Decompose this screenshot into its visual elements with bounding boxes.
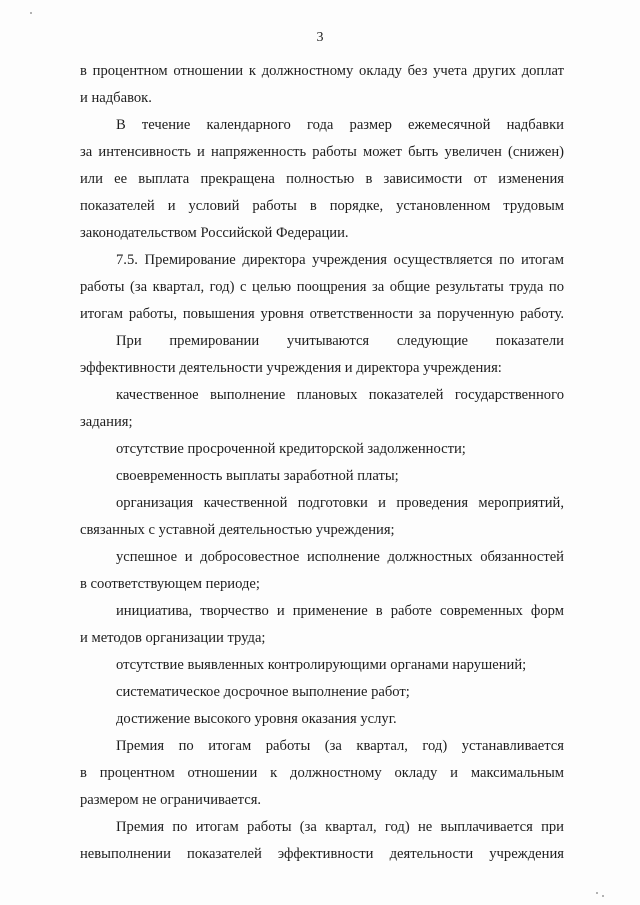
text-line: своевременность выплаты заработной платы; xyxy=(116,468,399,484)
text-line: в процентном отношении к должностному окладу без учета других доплат xyxy=(80,63,564,79)
text-line: в процентном отношении к должностному окладу и максимальным xyxy=(80,765,564,781)
text-line: качественное выполнение плановых показателей государственного xyxy=(116,387,564,403)
scan-speck xyxy=(30,12,32,14)
text-line: организация качественной подготовки и проведения мероприятий, xyxy=(116,495,564,511)
text-line: достижение высокого уровня оказания услуг. xyxy=(116,711,397,727)
text-line: работы (за квартал, год) с целью поощрения за общие результаты труда по xyxy=(80,279,564,295)
scan-speck xyxy=(602,895,604,897)
text-line: отсутствие выявленных контролирующими органами нарушений; xyxy=(116,657,527,673)
text-line: успешное и добросовестное исполнение должностных обязанностей xyxy=(116,549,564,565)
text-line: показателей и условий работы в порядке, установленном трудовым xyxy=(80,198,564,214)
text-line: итогам работы, повышения уровня ответственности за порученную работу. xyxy=(80,306,564,322)
text-line: 7.5. Премирование директора учреждения осуществляется по итогам xyxy=(116,252,564,268)
text-line: законодательством Российской Федерации. xyxy=(80,225,349,241)
text-line: за интенсивность и напряженность работы может быть увеличен (снижен) xyxy=(80,144,564,160)
text-line: систематическое досрочное выполнение работ; xyxy=(116,684,410,700)
text-line: отсутствие просроченной кредиторской задолженности; xyxy=(116,441,466,457)
text-line: размером не ограничивается. xyxy=(80,792,262,808)
page-number: 3 xyxy=(316,30,324,45)
text-line: эффективности деятельности учреждения и директора учреждения: xyxy=(80,360,502,376)
text-line: невыполнении показателей эффективности деятельности учреждения xyxy=(80,846,564,862)
text-line: задания; xyxy=(80,414,133,430)
text-line: в соответствующем периоде; xyxy=(80,576,260,592)
scan-speck xyxy=(596,892,598,894)
text-line: связанных с уставной деятельностью учреждения; xyxy=(80,522,395,538)
text-line: инициатива, творчество и применение в работе современных форм xyxy=(116,603,564,619)
text-line: или ее выплата прекращена полностью в зависимости от изменения xyxy=(80,171,564,187)
text-line: Премия по итогам работы (за квартал, год) не выплачивается при xyxy=(116,819,564,835)
text-line: и методов организации труда; xyxy=(80,630,266,646)
text-line: В течение календарного года размер ежемесячной надбавки xyxy=(116,117,564,133)
text-line: и надбавок. xyxy=(80,90,152,106)
text-line: Премия по итогам работы (за квартал, год) устанавливается xyxy=(116,738,564,754)
text-line: При премировании учитываются следующие показатели xyxy=(116,333,564,349)
